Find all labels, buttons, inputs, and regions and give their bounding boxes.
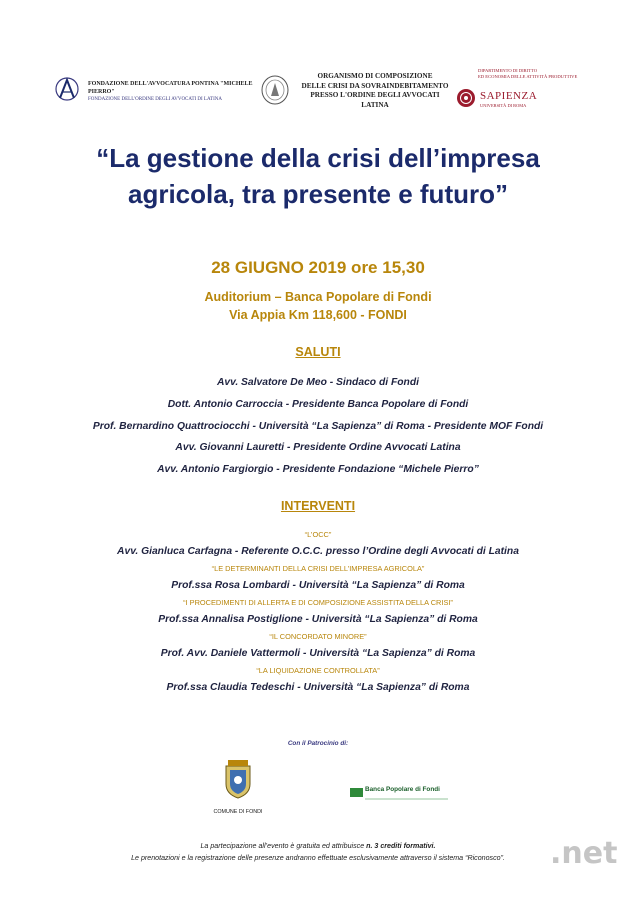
comune-emblem-icon bbox=[220, 758, 256, 800]
footer-line1 bbox=[0, 840, 636, 852]
talk-speaker: Prof.ssa Annalisa Postiglione - Università “La Sapienza” di Roma bbox=[158, 614, 478, 625]
sapienza-seal-icon bbox=[456, 88, 476, 108]
banca-name: Banca Popolare di Fondi bbox=[365, 786, 440, 793]
saluti-item: Prof. Bernardino Quattrociocchi - Università “La Sapienza” di Roma - Presidente MOF Fondi bbox=[92, 420, 544, 432]
talk-speaker: Avv. Gianluca Carfagna - Referente O.C.C. presso l’Ordine degli Avvocati di Latina bbox=[117, 546, 519, 557]
saluti-list bbox=[0, 372, 636, 481]
fondazione-line2: FONDAZIONE DELL'ORDINE DEGLI AVVOCATI DI LATINA bbox=[88, 97, 222, 102]
fondazione-text bbox=[88, 80, 268, 104]
saluti-item: Avv. Salvatore De Meo - Sindaco di Fondi bbox=[217, 377, 419, 388]
event-title-line2: agricola, tra presente e futuro” bbox=[128, 179, 508, 209]
sapienza-name: SAPIENZA bbox=[480, 90, 538, 102]
talk-topic: “L’OCC” bbox=[304, 530, 332, 539]
event-title bbox=[0, 140, 636, 212]
footer-notes bbox=[0, 840, 636, 864]
organismo-line1: ORGANISMO DI COMPOSIZIONE bbox=[317, 72, 433, 80]
header-logos bbox=[0, 60, 636, 120]
comune-label: COMUNE DI FONDI bbox=[213, 809, 263, 815]
talk-topic: “IL CONCORDATO MINORE” bbox=[269, 632, 367, 641]
organismo-line4: LATINA bbox=[361, 100, 389, 109]
saluti-heading: SALUTI bbox=[295, 345, 341, 359]
talk-topic: “I PROCEDIMENTI DI ALLERTA E DI COMPOSIZIONE ASSISTITA DELLA CRISI” bbox=[183, 598, 453, 607]
fondazione-line1: FONDAZIONE DELL'AVVOCATURA PONTINA "MICHELE PIERRO" bbox=[88, 81, 253, 95]
footer-line2: Le prenotazioni e la registrazione delle presenze andranno effettuate esclusivamente attraverso il sistema “Riconosco”. bbox=[131, 854, 505, 862]
interventi-heading: INTERVENTI bbox=[280, 499, 356, 513]
event-title-line1: “La gestione della crisi dell’impresa bbox=[96, 143, 540, 173]
organismo-text bbox=[300, 72, 450, 110]
talk-topic: “LE DETERMINANTI DELLA CRISI DELL’IMPRESA AGRICOLA” bbox=[211, 564, 425, 573]
sapienza-dept-line1: DIPARTIMENTO DI DIRITTO bbox=[478, 68, 538, 73]
interventi-list bbox=[0, 527, 636, 697]
sapienza-dept-line2: ED ECONOMIA DELLE ATTIVITÀ PRODUTTIVE bbox=[478, 74, 578, 79]
talk-speaker: Prof.ssa Claudia Tedeschi - Università “La Sapienza” di Roma bbox=[166, 682, 470, 693]
organismo-line2: DELLE CRISI DA SOVRAINDEBITAMENTO bbox=[301, 81, 449, 90]
sapienza-subtitle: UNIVERSITÀ DI ROMA bbox=[480, 103, 527, 108]
talk-speaker: Prof.ssa Rosa Lombardi - Università “La Sapienza” di Roma bbox=[171, 580, 465, 591]
saluti-item: Avv. Antonio Fargiorgio - Presidente Fondazione “Michele Pierro” bbox=[157, 464, 479, 476]
event-venue-line1: Auditorium – Banca Popolare di Fondi bbox=[204, 290, 432, 304]
saluti-item: Dott. Antonio Carroccia - Presidente Banca Popolare di Fondi bbox=[167, 398, 469, 410]
patrocinio-label: Con il Patrocinio di: bbox=[287, 740, 349, 747]
saluti-item: Avv. Giovanni Lauretti - Presidente Ordine Avvocati Latina bbox=[175, 442, 461, 454]
talk-speaker: Prof. Avv. Daniele Vattermoli - Università “La Sapienza” di Roma bbox=[160, 648, 476, 659]
event-venue-line2: Via Appia Km 118,600 - FONDI bbox=[229, 308, 407, 322]
footer-line1-text: La partecipazione all’evento è gratuita ed attribuisce bbox=[200, 842, 367, 850]
ordine-seal-icon bbox=[260, 74, 290, 106]
event-date: 28 GIUGNO 2019 ore 15,30 bbox=[211, 258, 425, 277]
talk-topic: “LA LIQUIDAZIONE CONTROLLATA” bbox=[256, 666, 380, 675]
organismo-line3: PRESSO L'ORDINE DEGLI AVVOCATI bbox=[310, 91, 440, 100]
event-venue bbox=[0, 288, 636, 324]
footer-credits: n. 3 crediti formativi. bbox=[366, 842, 436, 850]
sapienza-dept bbox=[478, 68, 608, 80]
watermark-logo: .net bbox=[550, 836, 618, 871]
fondazione-logo-icon bbox=[52, 74, 86, 104]
